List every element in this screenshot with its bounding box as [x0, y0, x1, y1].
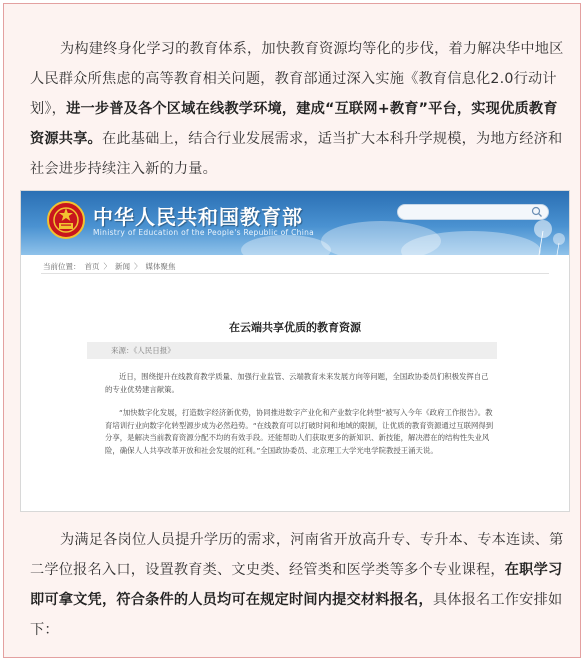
breadcrumb-item-media[interactable]: 媒体聚焦: [145, 262, 176, 271]
intro-bold-text: 进一步普及各个区域在线教学环境，建成“互联网+教育”平台，实现优质教育资源共享。: [30, 101, 558, 147]
embedded-webpage-screenshot: [20, 190, 570, 512]
intro-paragraph: [30, 34, 566, 184]
dandelion-decoration-icon: [499, 217, 569, 255]
breadcrumb-separator: 〉: [103, 262, 111, 271]
breadcrumb-label: 当前位置：: [43, 262, 81, 271]
site-title: 中华人民共和国教育部: [93, 205, 303, 229]
breadcrumb-divider: [41, 273, 549, 274]
outro-paragraph: [30, 525, 566, 645]
article-source-bar: [87, 342, 497, 359]
breadcrumb: [43, 261, 180, 272]
article-source: 来源：《人民日报》: [111, 346, 175, 355]
article-paragraph: “加快数字化发展，打造数字经济新优势，协同推进数字产业化和产业数字化转型”被写入今年《政府工作报告》。教育培训行业向数字化转型源步成为必然趋势。“在线教育可以打破时间和地域的限制，让优质的教育资源通过互联网得到分享，是解决当前教育资源分配不均的有效手段。还能帮助人们获取更多的新知识、新技能，解决潜在的结构性失业风险，确保人人共享改革开放和社会发展的红利。”全国政协委员、北京理工大学光电学院教授王涌天说。: [105, 408, 494, 455]
outro-text-b: 具体报名工作安排如下：: [30, 592, 563, 638]
breadcrumb-item-home[interactable]: 首页: [84, 262, 100, 271]
article-paragraph: 近日，围绕提升在线教育教学质量、加强行业监管、云端教育未来发展方向等问题，全国政协委员们积极发挥自己的专业优势建言献策。: [105, 372, 489, 394]
site-banner: [21, 191, 569, 255]
article-frame: [3, 3, 581, 658]
outro-bold-text: 在职学习即可拿文凭，符合条件的人员均可在规定时间内提交材料报名，: [30, 562, 563, 608]
intro-text-b: 在此基础上，结合行业发展需求，适当扩大本科升学规模，为地方经济和社会进步持续注入新的力量。: [30, 131, 563, 177]
outro-text-a: 为满足各岗位人员提升学历的需求，河南省开放高升专、专升本、专本连读、第二学位报名入口，设置教育类、文史类、经管类和医学类等多个专业课程，: [30, 532, 564, 578]
site-subtitle: Ministry of Education of the People's Republic of China: [93, 228, 315, 237]
article-title: 在云端共享优质的教育资源: [229, 321, 361, 334]
national-emblem-icon: [47, 201, 85, 239]
breadcrumb-item-news[interactable]: 新闻: [115, 262, 130, 271]
intro-text-a: 为构建终身化学习的教育体系，加快教育资源均等化的步伐，着力解决华中地区人民群众所焦虑的高等教育相关问题，教育部通过深入实施《教育信息化2.0行动计划》，: [30, 41, 564, 117]
breadcrumb-separator: 〉: [134, 262, 142, 271]
